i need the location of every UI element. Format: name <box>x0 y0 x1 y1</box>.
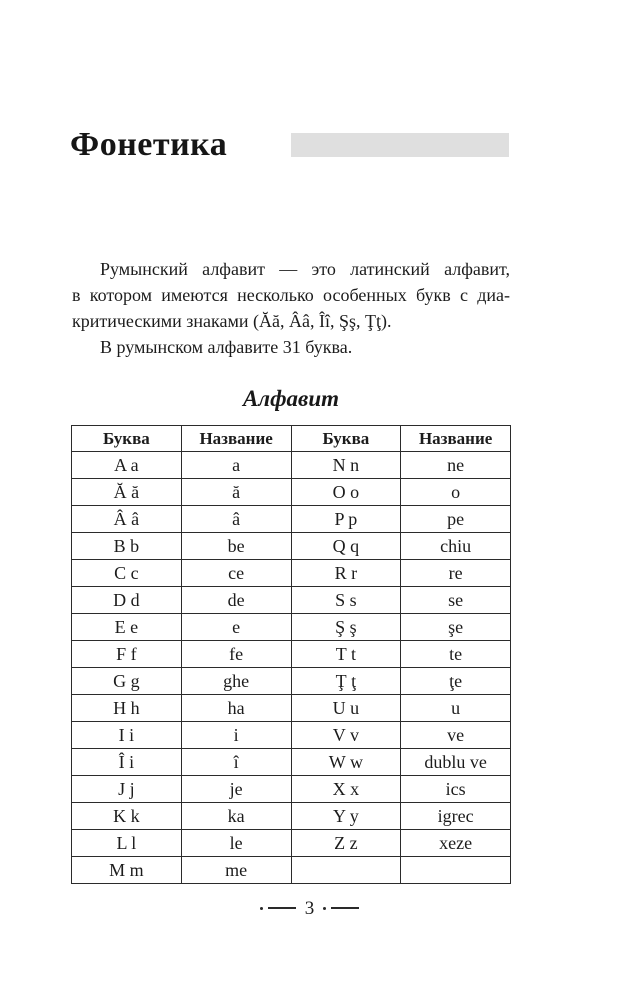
name-cell: de <box>181 587 291 614</box>
name-cell: dublu ve <box>401 749 511 776</box>
header-cell-name-2: Название <box>401 426 511 452</box>
table-row <box>72 695 511 722</box>
footer-rule-left <box>268 907 296 909</box>
name-cell: fe <box>181 641 291 668</box>
name-cell: u <box>401 695 511 722</box>
letter-cell: Î i <box>72 749 182 776</box>
letter-cell: U u <box>291 695 401 722</box>
table-row <box>72 749 511 776</box>
name-cell: ne <box>401 452 511 479</box>
letter-cell: T t <box>291 641 401 668</box>
name-cell: ă <box>181 479 291 506</box>
letter-cell: O o <box>291 479 401 506</box>
letter-cell: I i <box>72 722 182 749</box>
table-row <box>72 452 511 479</box>
page-footer <box>0 896 619 920</box>
letter-cell: C c <box>72 560 182 587</box>
letter-cell <box>291 857 401 884</box>
header-cell-letter-2: Буква <box>291 426 401 452</box>
alphabet-table-body <box>72 452 511 884</box>
name-cell: ha <box>181 695 291 722</box>
letter-cell: Â â <box>72 506 182 533</box>
name-cell: re <box>401 560 511 587</box>
letter-cell: E e <box>72 614 182 641</box>
table-row <box>72 560 511 587</box>
name-cell: â <box>181 506 291 533</box>
letter-cell: X x <box>291 776 401 803</box>
page-number: 3 <box>304 897 315 919</box>
intro-line: в котором имеются несколько особенных букв с диа- <box>72 285 510 305</box>
header-cell-name-1: Название <box>181 426 291 452</box>
letter-cell: A a <box>72 452 182 479</box>
name-cell: ghe <box>181 668 291 695</box>
table-row <box>72 587 511 614</box>
letter-cell: Ţ ţ <box>291 668 401 695</box>
name-cell: be <box>181 533 291 560</box>
letter-cell: D d <box>72 587 182 614</box>
table-row <box>72 533 511 560</box>
letter-cell: Ş ş <box>291 614 401 641</box>
name-cell: igrec <box>401 803 511 830</box>
table-row <box>72 776 511 803</box>
table-header-row <box>72 426 511 452</box>
alphabet-table-title: Алфавит <box>242 386 340 411</box>
intro-paragraph <box>72 256 510 360</box>
name-cell: şe <box>401 614 511 641</box>
name-cell: ve <box>401 722 511 749</box>
footer-dot-left <box>260 907 263 910</box>
letter-cell: J j <box>72 776 182 803</box>
name-cell <box>401 857 511 884</box>
name-cell: ţe <box>401 668 511 695</box>
name-cell: ce <box>181 560 291 587</box>
letter-cell: P p <box>291 506 401 533</box>
name-cell: xeze <box>401 830 511 857</box>
name-cell: se <box>401 587 511 614</box>
name-cell: chiu <box>401 533 511 560</box>
letter-cell: S s <box>291 587 401 614</box>
letter-cell: Z z <box>291 830 401 857</box>
letter-cell: W w <box>291 749 401 776</box>
table-row <box>72 506 511 533</box>
intro-line: Румынский алфавит — это латинский алфавит, <box>100 259 510 279</box>
table-row <box>72 641 511 668</box>
name-cell: o <box>401 479 511 506</box>
name-cell: e <box>181 614 291 641</box>
table-row <box>72 479 511 506</box>
letter-cell: H h <box>72 695 182 722</box>
header-cell-letter-1: Буква <box>72 426 182 452</box>
letter-cell: Y y <box>291 803 401 830</box>
table-row <box>72 857 511 884</box>
table-row <box>72 668 511 695</box>
name-cell: ka <box>181 803 291 830</box>
letter-cell: G g <box>72 668 182 695</box>
footer-rule-right <box>331 907 359 909</box>
table-row <box>72 722 511 749</box>
letter-cell: N n <box>291 452 401 479</box>
name-cell: i <box>181 722 291 749</box>
table-row <box>72 803 511 830</box>
letter-cell: B b <box>72 533 182 560</box>
name-cell: a <box>181 452 291 479</box>
alphabet-table <box>71 425 511 884</box>
name-cell: î <box>181 749 291 776</box>
letter-cell: M m <box>72 857 182 884</box>
letter-cell: L l <box>72 830 182 857</box>
letter-cell: R r <box>291 560 401 587</box>
name-cell: te <box>401 641 511 668</box>
intro-line: В румынском алфавите 31 буква. <box>100 337 353 357</box>
table-row <box>72 830 511 857</box>
name-cell: le <box>181 830 291 857</box>
name-cell: me <box>181 857 291 884</box>
letter-cell: V v <box>291 722 401 749</box>
page-title: Фонетика <box>70 126 228 163</box>
letter-cell: Q q <box>291 533 401 560</box>
table-row <box>72 614 511 641</box>
letter-cell: K k <box>72 803 182 830</box>
intro-line: критическими знаками (Ăă, Ââ, Îî, Şş, Ţţ). <box>72 311 392 331</box>
letter-cell: F f <box>72 641 182 668</box>
footer-dot-right <box>323 907 326 910</box>
letter-cell: Ă ă <box>72 479 182 506</box>
name-cell: pe <box>401 506 511 533</box>
name-cell: je <box>181 776 291 803</box>
title-highlight-bar <box>291 133 509 157</box>
name-cell: ics <box>401 776 511 803</box>
